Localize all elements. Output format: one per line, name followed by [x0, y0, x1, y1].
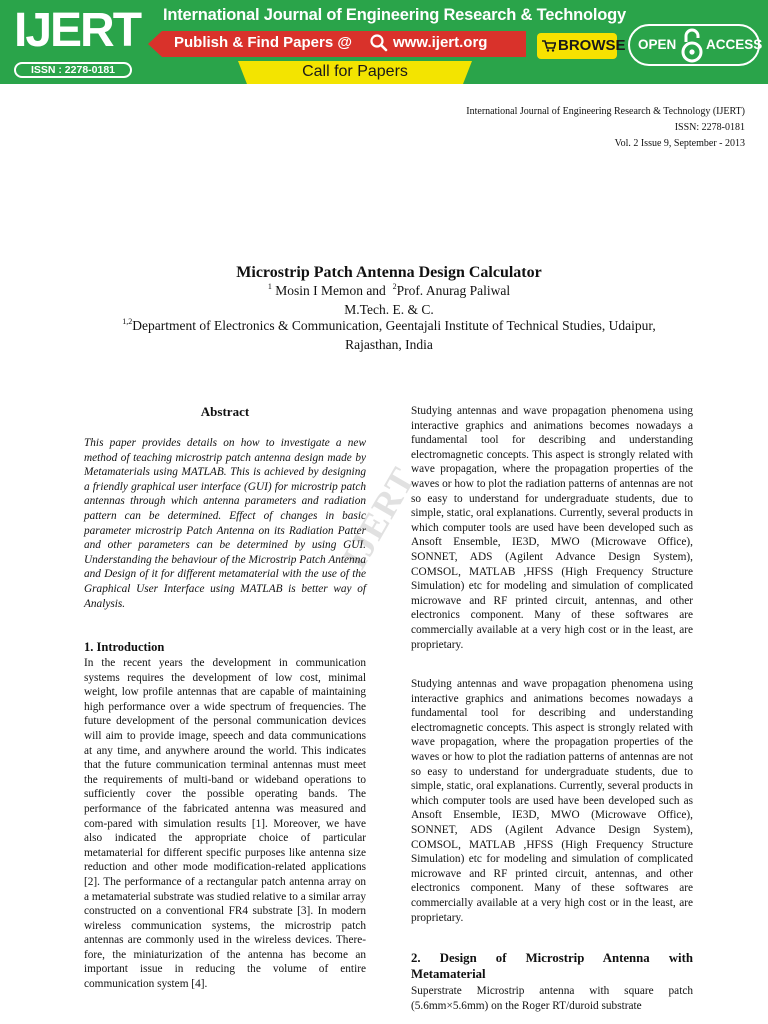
abstract-heading: Abstract — [200, 404, 250, 419]
ijert-watermark: IJERT — [333, 460, 424, 576]
website-link[interactable]: www.ijert.org — [393, 34, 488, 51]
section2-heading-line2: Metamaterial — [411, 967, 486, 981]
author2-superscript: 2 — [392, 282, 397, 291]
department: Department of Electronics & Communication, Geentajali Institute of Technical Studies, Udaipur, — [132, 318, 656, 333]
section2-heading-line1: 2. Design of Microstrip Antenna with — [411, 951, 693, 965]
author2: Prof. Anurag Paliwal — [396, 283, 511, 298]
section2-text: Superstrate Microstrip antenna with square patch (5.6mm×5.6mm) on the Roger RT/duroid substrate — [411, 985, 693, 1012]
author-line — [0, 283, 768, 299]
right-paragraph-1: Studying antennas and wave propagation phenomena using interactive graphics and animations becomes nowadays a fundamental tool for describing and understanding electromagnetic concepts. This aspect is strongly related with wave propagation, where the propagation properties of the waves or how to plot the radiation patterns of antennas are not so easy to understand for undergraduate students, due to simple, static, oral explanations. Currently, several products in which computer tools are used have been developed such as Ansoft Ensemble, IE3D, MWO (Microwave Office), SONNET, ADS (Agilent Advance Design System), COMSOL, MATLAB ,HFSS (High Frequency Structure Simulation) etc for modeling and simulation of complicated microwave and RF printed circuit, antennas, and other electronics component. Many of these softwares are commercially available at a very high cost or in the least, are proprietary. — [411, 405, 693, 651]
search-icon — [369, 33, 389, 53]
introduction-text: In the recent years the development in communication systems requires the development of low cost, minimal weight, low profile antennas that are capable of maintaining high performance over a wide spectrum of frequencies. The future development of the personal communication devices will aim to provide image, speech and data communications at any time, and anywhere around the world. This indicates that the future communication terminal antennas must meet the requirements of multi-band or wideband operations to sufficiently cover the possible operating bands. The performance of the fabricated antenna was measured and com-pared with simulation results [1]. Moreover, we have also indicated the appropriate choice of particular metamaterial for different specific purposes like antenna size reduction and other mode modification-related applications [2]. The performance of a rectangular patch antenna array on a metamaterial substrate was studied relative to a similar array constructed on a conventional FR4 substrate [3]. In modern wireless communication systems, the microstrip patch antennas are commonly used in the wireless devices. There-fore, the miniaturization of the antenna has become an important issue in reducing the volume of entire communication system [4]. — [84, 657, 366, 991]
access-label: ACCESS — [706, 37, 763, 52]
logo-text: IJERT — [14, 4, 141, 57]
journal-banner[interactable] — [0, 0, 768, 84]
department-line — [0, 318, 768, 334]
paper-title: Microstrip Patch Antenna Design Calculator — [236, 264, 542, 281]
banner-title: International Journal of Engineering Research & Technology — [163, 6, 627, 24]
dept-superscript: 1,2 — [122, 317, 133, 326]
location-line: Rajasthan, India — [345, 337, 433, 352]
cart-icon — [542, 40, 556, 52]
journal-name: International Journal of Engineering Research & Technology (IJERT) — [466, 106, 745, 117]
publish-text[interactable]: Publish & Find Papers @ — [174, 34, 352, 51]
author1: Mosin I Memon and — [275, 283, 386, 298]
introduction-heading: 1. Introduction — [84, 640, 165, 654]
degree-line: M.Tech. E. & C. — [344, 302, 434, 317]
running-header — [466, 104, 745, 152]
open-lock-icon — [679, 27, 705, 65]
volume-line: Vol. 2 Issue 9, September - 2013 — [614, 138, 745, 149]
issn-line: ISSN: 2278-0181 — [674, 122, 745, 133]
ijert-logo[interactable] — [14, 2, 141, 80]
author1-superscript: 1 — [267, 282, 272, 291]
open-label: OPEN — [638, 37, 677, 52]
browse-label: BROWSE — [558, 37, 626, 54]
right-paragraph-2: Studying antennas and wave propagation phenomena using interactive graphics and animations becomes nowadays a fundamental tool for describing and understanding electromagnetic concepts. This aspect is strongly related with wave propagation, where the propagation properties of the waves or how to plot the radiation patterns of antennas are not so easy to understand for undergraduate students, due to simple, static, oral explanations. Currently, several products in which computer tools are used have been developed such as Ansoft Ensemble, IE3D, MWO (Microwave Office), SONNET, ADS (Agilent Advance Design System), COMSOL, MATLAB ,HFSS (High Frequency Structure Simulation) etc for modeling and simulation of complicated microwave and RF printed circuit, antennas, and other electronics component. Many of these softwares are commercially available at a very high cost or in the least, are proprietary. — [411, 678, 693, 924]
abstract-text: This paper provides details on how to investigate a new method of teaching microstrip patch antenna design made by Metamaterials using MATLAB. This is achieved by designing a friendly graphical user interface (GUI) for microstrip patch antennas through which antenna parameters and radiation pattern can be determined. Effect of changes in basic parameter microstrip Patch Antenna on its Radiation Patter and other parameters can be determined by using GUI. Understanding the behaviour of the Microstrip Patch Antenna and Design of it for different metamaterial with the use of the Graphical User Interface using MATLAB is better way of Analysis. — [84, 437, 366, 610]
issn-badge: ISSN : 2278-0181 — [14, 62, 132, 78]
call-for-papers-label[interactable]: Call for Papers — [302, 63, 408, 80]
